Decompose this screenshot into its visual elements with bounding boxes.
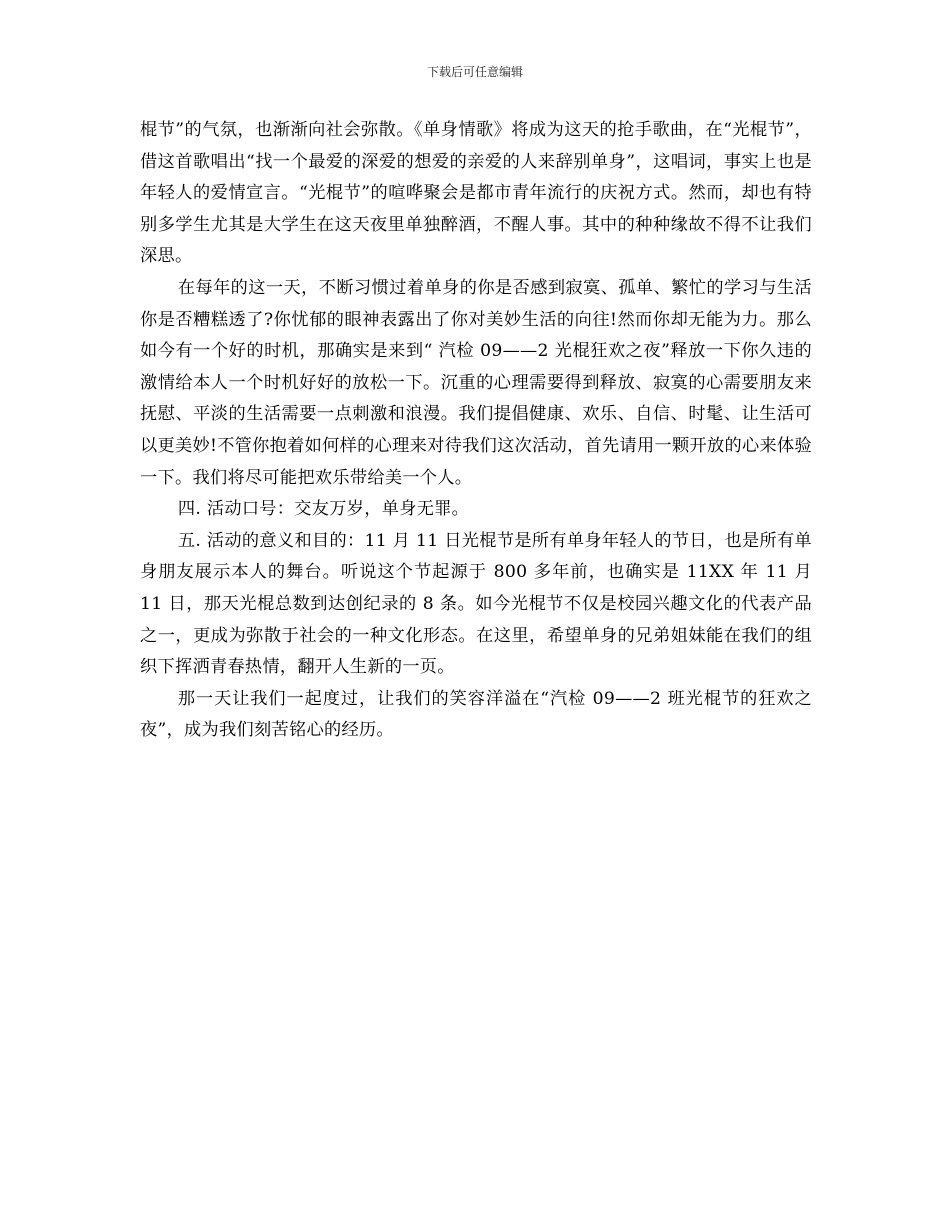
page-header: 下载后可任意编辑 — [426, 65, 523, 79]
paragraph-2: 在每年的这一天，不断习惯过着单身的你是否感到寂寞、孤单、繁忙的学习与生活你是否糟糕透了?你忧郁的眼神表露出了你对美妙生活的向往!然而你却无能为力。那么如今有一个好的时机，那确实是来到“ 汽检 09——2 光棍狂欢之夜”释放一下你久违的激情给本人一个时机好好的放松一下。沉重的心理需要得到释放、寂寞的心需要朋友来抚慰、平淡的生活需要一点刺激和浪漫。我们提倡健康、欢乐、自信、时髦、让生活可以更美妙!不管你抱着如何样的心理来对待我们这次活动，首先请用一颗开放的心来体验一下。我们将尽可能把欢乐带给美一个人。 — [140, 277, 812, 488]
paragraph-4: 五. 活动的意义和目的：11 月 11 日光棍节是所有单身年轻人的节日，也是所有单身朋友展示本人的舞台。听说这个节起源于 800 多年前，也确实是 11XX 年 11 月 11 日，那天光棍总数到达创纪录的 8 条。如今光棍节不仅是校园兴趣文化的代表产品之一，更成为弥散于社会的一种文化形态。在这里，希望单身的兄弟姐妹能在我们的组织下挥洒青春热情，翻开人生新的一页。 — [140, 530, 812, 678]
paragraph-3: 四. 活动口号：交友万岁，单身无罪。 — [177, 499, 470, 520]
paragraph-1: 棍节”的气氛，也渐渐向社会弥散。《单身情歌》将成为这天的抢手歌曲，在“光棍节”，借这首歌唱出“找一个最爱的深爱的想爱的亲爱的人来辞别单身”，这唱词，事实上也是年轻人的爱情宣言。“光棍节”的喧哗聚会是都市青年流行的庆祝方式。然而，却也有特别多学生尤其是大学生在这天夜里单独醉酒，不醒人事。其中的种种缘故不得不让我们深思。 — [140, 120, 812, 267]
document-body — [140, 115, 812, 747]
paragraph-5: 那一天让我们一起度过，让我们的笑容洋溢在“汽检 09——2 班光棍节的狂欢之夜”，成为我们刻苦铭心的经历。 — [140, 688, 812, 741]
